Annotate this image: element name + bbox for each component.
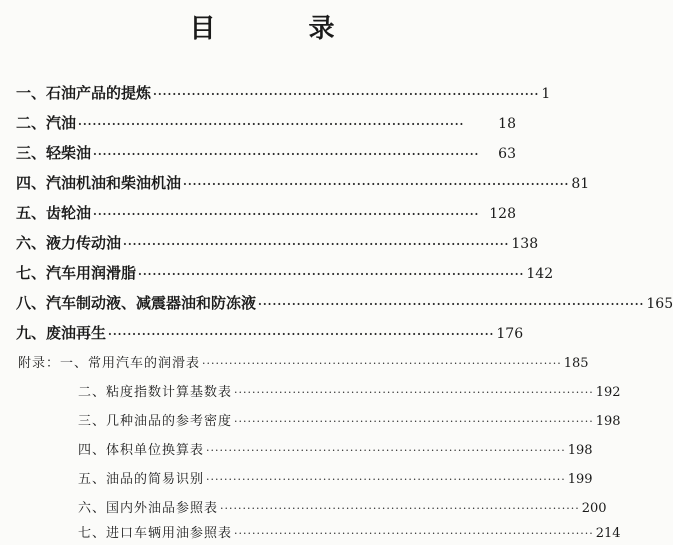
toc-entry-page: 128 xyxy=(489,206,516,222)
appendix-entry-2[interactable] xyxy=(78,381,621,400)
toc-entry-6[interactable] xyxy=(16,232,539,253)
appendix-entry-label: 四、体积单位换算表 xyxy=(78,443,205,458)
toc-entry-label: 八、汽车制动液、减震器油和防冻液 xyxy=(16,294,257,312)
toc-entry-9[interactable] xyxy=(16,322,524,343)
leader-dots: ················································································ xyxy=(123,238,510,251)
toc-entry-page: 18 xyxy=(498,116,516,132)
toc-entry-label: 一、石油产品的提炼 xyxy=(16,84,152,102)
toc-entry-label: 五、齿轮油 xyxy=(16,204,92,222)
appendix-entry-label: 二、粘度指数计算基数表 xyxy=(78,385,233,400)
appendix-entry-1[interactable] xyxy=(18,352,589,371)
leader-dots: ················································································ xyxy=(206,444,566,457)
toc-entry-8[interactable] xyxy=(16,292,673,313)
leader-dots: ················································································ xyxy=(234,415,594,428)
appendix-entry-label: 五、油品的简易识别 xyxy=(78,472,205,487)
leader-dots: ················································································ xyxy=(153,88,540,101)
toc-entry-page: 176 xyxy=(496,326,524,342)
leader-dots: ················································································ xyxy=(183,178,570,191)
leader-dots: ················································································ xyxy=(220,502,580,515)
toc-entry-label: 六、液力传动油 xyxy=(16,234,122,252)
appendix-entry-7[interactable] xyxy=(78,522,621,541)
leader-dots: ················································································ xyxy=(202,357,562,370)
toc-entry-label: 三、轻柴油 xyxy=(16,144,92,162)
leader-dots: ················································································ xyxy=(138,268,525,281)
appendix-entry-4[interactable] xyxy=(78,439,593,458)
leader-dots: ················································································ xyxy=(234,386,594,399)
toc-entry-2[interactable] xyxy=(16,112,516,133)
toc-entry-7[interactable] xyxy=(16,262,554,283)
toc-entry-page: 1 xyxy=(541,86,551,102)
toc-entry-page: 81 xyxy=(571,176,590,192)
toc-entry-label: 二、汽油 xyxy=(16,114,77,132)
leader-dots: ················································································ xyxy=(93,148,480,161)
appendix-entry-6[interactable] xyxy=(78,497,607,516)
leader-dots: ················································································ xyxy=(206,473,566,486)
appendix-entry-page: 198 xyxy=(567,443,593,458)
toc-entry-page: 142 xyxy=(526,266,554,282)
appendix-entry-page: 192 xyxy=(595,385,621,400)
leader-dots: ················································································ xyxy=(108,328,495,341)
toc-entry-label: 九、废油再生 xyxy=(16,324,107,342)
appendix-entry-label: 六、国内外油品参照表 xyxy=(78,501,219,516)
toc-entry-label: 七、汽车用润滑脂 xyxy=(16,264,137,282)
appendix-entry-page: 198 xyxy=(595,414,621,429)
appendix-entry-page: 199 xyxy=(567,472,593,487)
appendix-entry-label: 七、进口车辆用油参照表 xyxy=(78,526,233,541)
appendix-entry-3[interactable] xyxy=(78,410,621,429)
leader-dots: ················································································ xyxy=(234,527,594,540)
page-title: 目 录 xyxy=(189,14,377,44)
toc-entry-4[interactable] xyxy=(16,172,590,193)
appendix-entry-page: 214 xyxy=(595,526,621,541)
toc-entry-page: 165 xyxy=(646,296,673,312)
leader-dots: ················································································ xyxy=(258,298,645,311)
appendix-entry-page: 200 xyxy=(581,501,607,516)
appendix-entry-label: 附录：一、常用汽车的润滑表 xyxy=(18,356,201,371)
toc-entry-5[interactable] xyxy=(16,202,516,223)
leader-dots: ················································································ xyxy=(78,118,465,131)
toc-entry-1[interactable] xyxy=(16,82,551,103)
appendix-entry-5[interactable] xyxy=(78,468,593,487)
appendix-entry-label: 三、几种油品的参考密度 xyxy=(78,414,233,429)
toc-entry-3[interactable] xyxy=(16,142,516,163)
appendix-entry-page: 185 xyxy=(563,356,589,371)
toc-entry-page: 138 xyxy=(511,236,539,252)
leader-dots: ················································································ xyxy=(93,208,480,221)
toc-entry-label: 四、汽油机油和柴油机油 xyxy=(16,174,182,192)
toc-entry-page: 63 xyxy=(498,146,516,162)
